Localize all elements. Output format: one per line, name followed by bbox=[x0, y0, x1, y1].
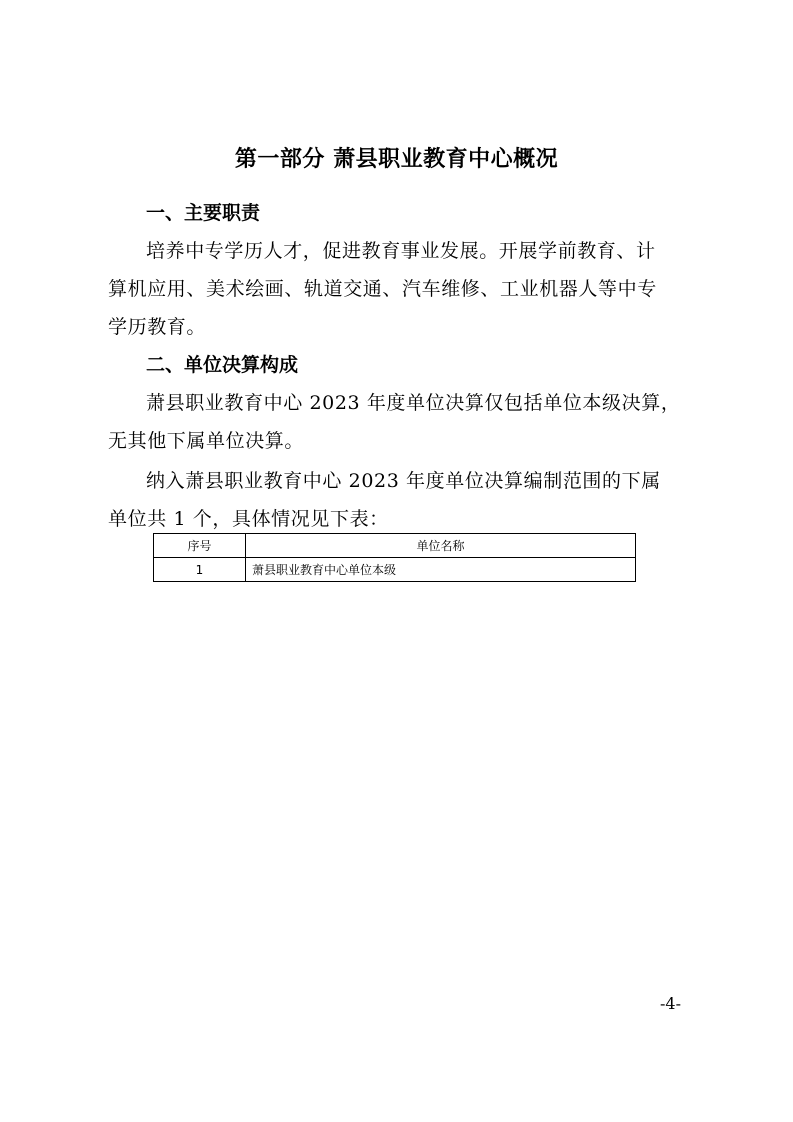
paragraph-line: 纳入萧县职业教育中心 2023 年度单位决算编制范围的下属 bbox=[146, 470, 661, 492]
paragraph-line: 学历教育。 bbox=[108, 316, 207, 338]
column-header-unit-name: 单位名称 bbox=[246, 534, 636, 558]
paragraph-line: 算机应用、美术绘画、轨道交通、汽车维修、工业机器人等中专 bbox=[108, 278, 657, 300]
paragraph-line: 单位共 1 个，具体情况见下表： bbox=[108, 508, 389, 530]
page-number: -4- bbox=[660, 994, 681, 1013]
section-heading-main-duties: 一、主要职责 bbox=[146, 202, 261, 224]
paragraph-line: 无其他下属单位决算。 bbox=[108, 430, 305, 452]
units-table bbox=[153, 533, 636, 582]
column-header-index: 序号 bbox=[154, 534, 246, 558]
table-cell-unit-name: 萧县职业教育中心单位本级 bbox=[246, 558, 636, 582]
paragraph-line: 萧县职业教育中心 2023 年度单位决算仅包括单位本级决算， bbox=[146, 392, 681, 414]
page-title: 第一部分 萧县职业教育中心概况 bbox=[234, 147, 559, 172]
table-header-row bbox=[154, 534, 636, 558]
table-row bbox=[154, 558, 636, 582]
table-cell-index: 1 bbox=[154, 558, 246, 582]
section-heading-budget-composition: 二、单位决算构成 bbox=[146, 354, 299, 376]
paragraph-line: 培养中专学历人才，促进教育事业发展。开展学前教育、计 bbox=[146, 240, 656, 262]
